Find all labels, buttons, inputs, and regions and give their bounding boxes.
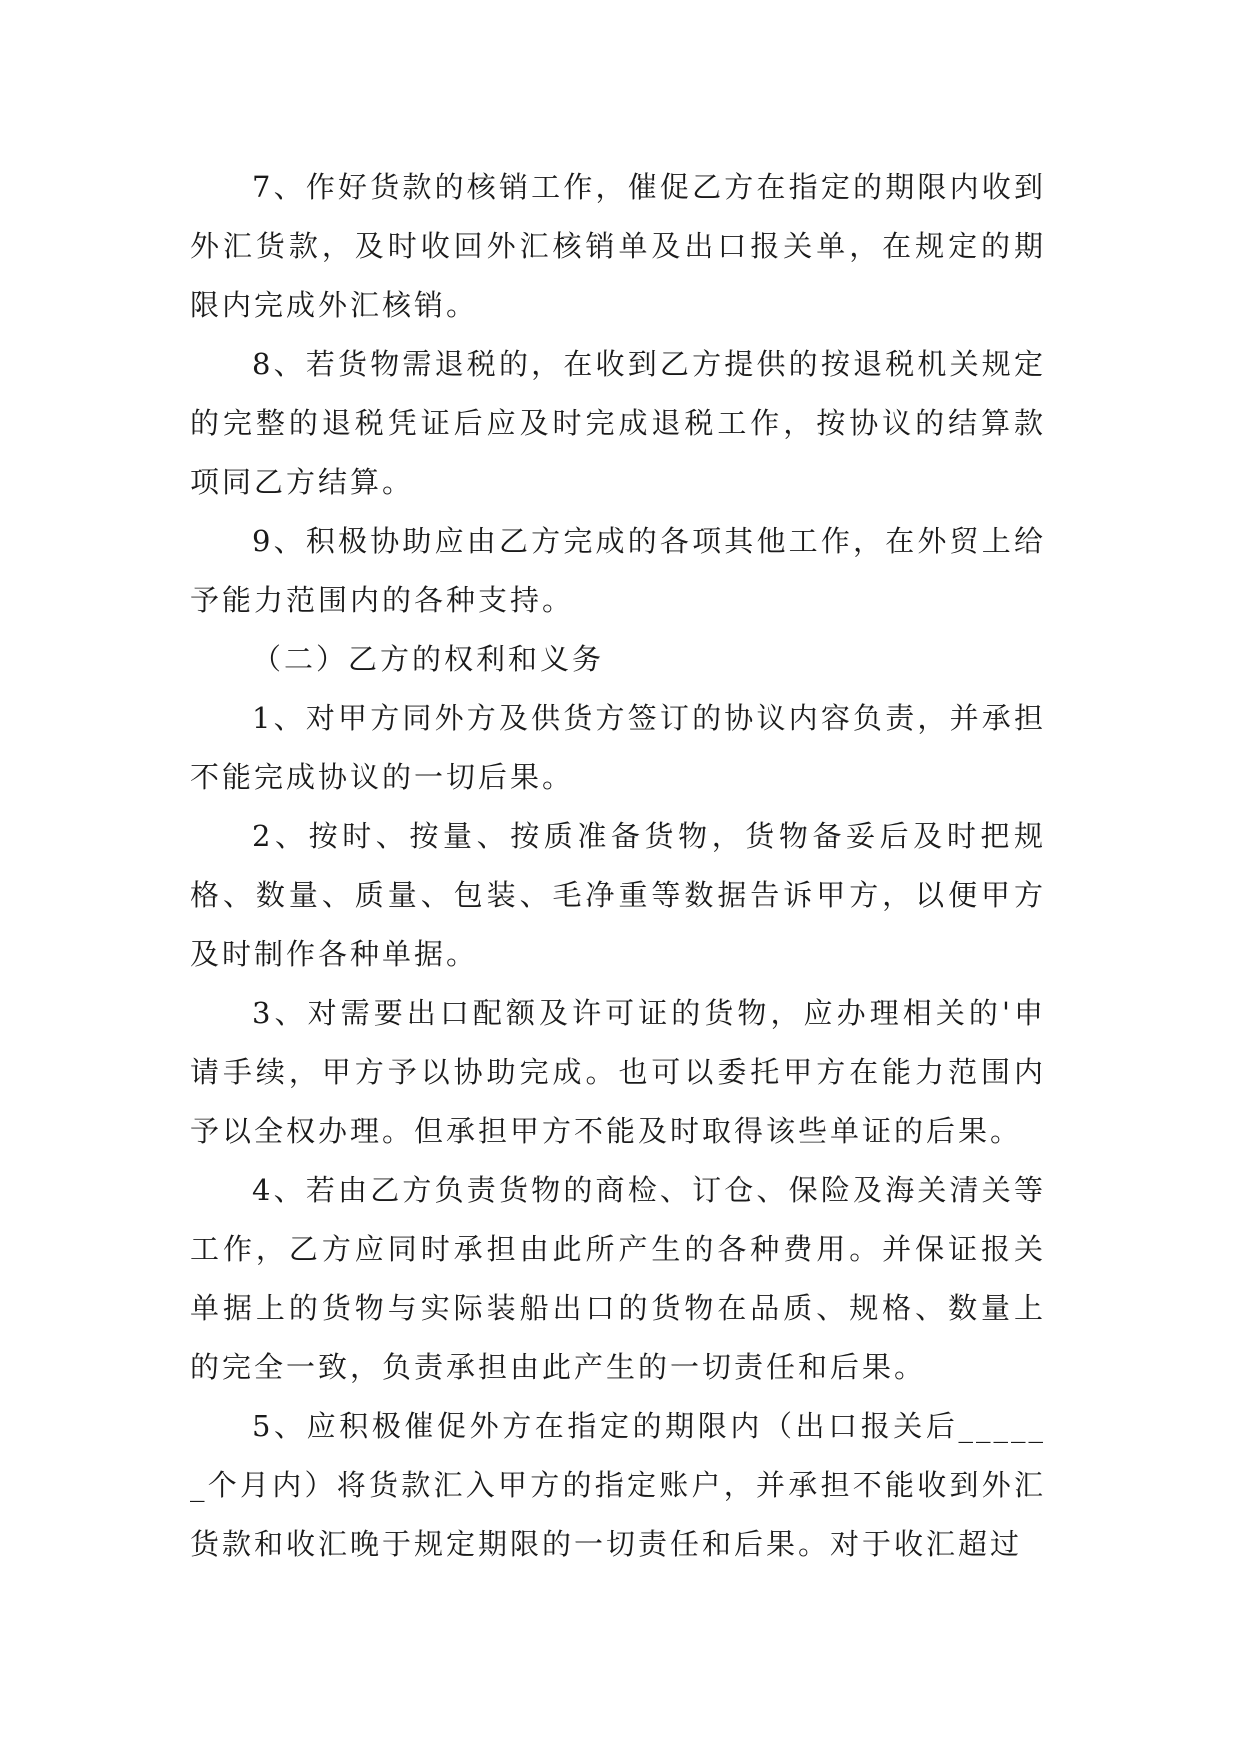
paragraph-item-b3: 3、对需要出口配额及许可证的货物，应办理相关的'申请手续，甲方予以协助完成。也可以委托甲方在能力范围内予以全权办理。但承担甲方不能及时取得该些单证的后果。 — [190, 996, 1046, 1148]
document-body — [190, 158, 1046, 1574]
paragraph-item-b1: 1、对甲方同外方及供货方签订的协议内容负责，并承担不能完成协议的一切后果。 — [190, 701, 1046, 794]
paragraph-item-7: 7、作好货款的核销工作，催促乙方在指定的期限内收到外汇货款，及时收回外汇核销单及出口报关单，在规定的期限内完成外汇核销。 — [190, 170, 1046, 322]
paragraph-item-8: 8、若货物需退税的，在收到乙方提供的按退税机关规定的完整的退税凭证后应及时完成退税工作，按协议的结算款项同乙方结算。 — [190, 347, 1046, 499]
paragraph-item-9: 9、积极协助应由乙方完成的各项其他工作，在外贸上给予能力范围内的各种支持。 — [190, 524, 1046, 617]
paragraph-item-b4: 4、若由乙方负责货物的商检、订仓、保险及海关清关等工作，乙方应同时承担由此所产生的各种费用。并保证报关单据上的货物与实际装船出口的货物在品质、规格、数量上的完全一致，负责承担由此产生的一切责任和后果。 — [190, 1173, 1046, 1384]
section-heading-party-b: （二）乙方的权利和义务 — [252, 642, 605, 676]
paragraph-item-b2: 2、按时、按量、按质准备货物，货物备妥后及时把规格、数量、质量、包装、毛净重等数据告诉甲方，以便甲方及时制作各种单据。 — [190, 819, 1046, 971]
paragraph-item-b5: 5、应积极催促外方在指定的期限内（出口报关后______个月内）将货款汇入甲方的指定账户，并承担不能收到外汇货款和收汇晚于规定期限的一切责任和后果。对于收汇超过 — [190, 1409, 1046, 1561]
